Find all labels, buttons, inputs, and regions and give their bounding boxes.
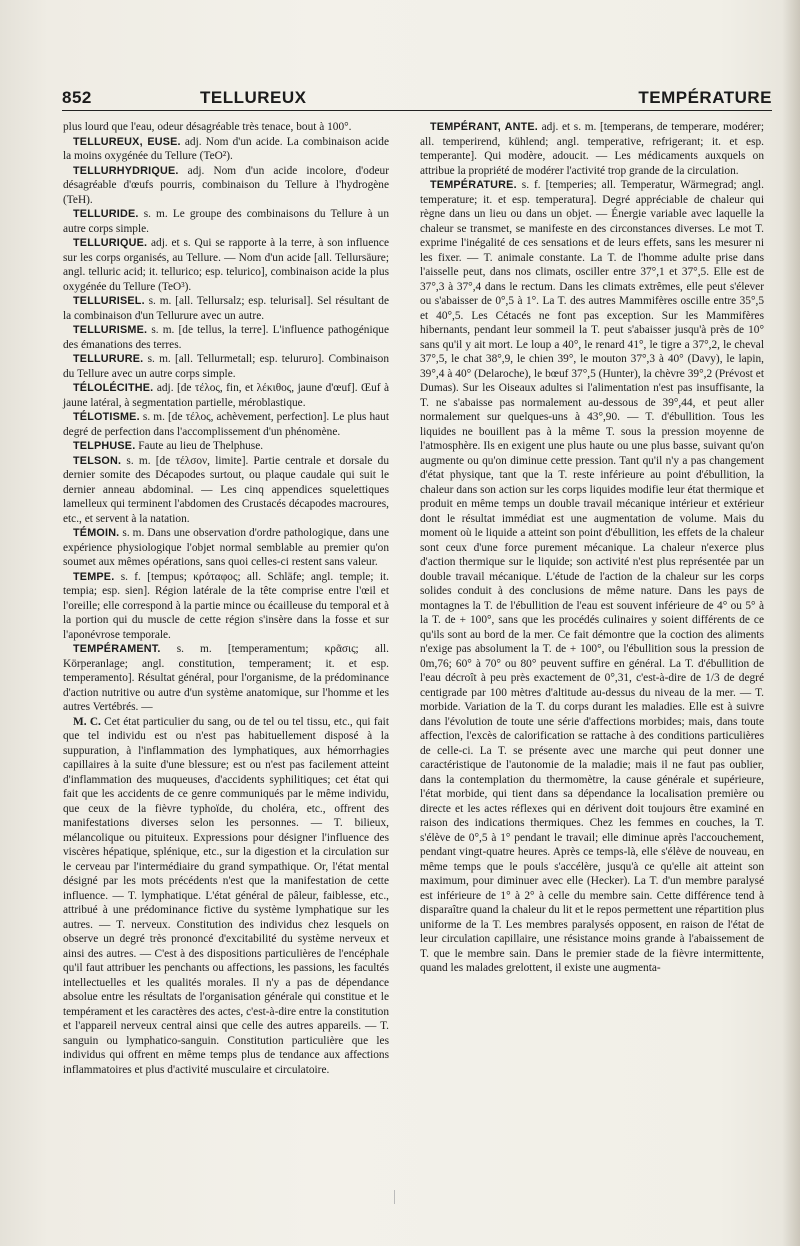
headword: TELLURHYDRIQUE. [73,164,179,177]
entry-temperament-mc [63,715,389,1078]
headword: TEMPÉRANT, ANTE. [430,121,538,133]
left-running-title: TELLUREUX [200,88,307,107]
author-abbreviation: M. C. [73,715,101,728]
entry-temperant [420,120,764,178]
entry-temperature [420,178,764,976]
headword: TÉMOIN. [73,527,120,539]
headword: TEMPE. [73,570,115,583]
headword: TELLURISEL. [73,295,145,307]
headword: TEMPÉRATURE. [430,179,517,191]
left-column [63,120,389,1077]
entry-tempe [63,570,389,643]
right-running-title: TEMPÉRATURE [638,88,772,107]
entry-temoin [63,526,389,570]
right-column [420,120,764,976]
entry-text: s. m. [de τέλσον, limite]. Partie centrale et dorsale du dernier somite des Décapodes surtout, ou plaque caudale qui suit le dernier anneau abdominal. — Les cinq appendices squelettiques lamelleux qui terminent l'abdomen des Crustacés décapodes macroures, etc., et servent à la natation. [63,454,389,525]
entry-text: s. m. [de tellus, la terre]. L'influence pathogénique des émanations des terres. [63,324,389,351]
headword: TELPHUSE. [73,440,136,452]
entry-tellureux [63,135,389,164]
entry-text: s. m. [all. Tellurmetall; esp. telururo]. Combinaison du Tellure avec un autre corps simple. [63,353,389,380]
entry-text: s. f. [temperies; all. Temperatur, Wärmegrad; angl. temperature; it. et esp. temperatura]. Degré appréciable de chaleur qui règne dans un lieu ou dans un objet. — Énergie variable avec laquelle la chaleur se transmet, se manifeste en des circonstances diverses. Le mot T. exprime l'inégalité de ces sensations et de leurs effets, sans les mesurer ni les fixer. — T. animale constante. La T. de l'homme adulte prise dans l'aisselle peut, dans nos climats, osciller entre 37°,1 et 37°,5. Elle est de 37°,3 à 37°,4 dans le rectum. Dans les climats extrêmes, elle peut s'élever ou s'abaisser de 0°,5 à 1°. La T. des autres Mammifères oscille entre 35°,5 et 40°,5. Les Cétacés ne font pas exception. Sur les Mammifères hibernants, pendant leur sommeil la T. peut s'abaisser jusqu'à près de 10° sans qu'il y ait mort. Le loup a 40°, le renard 41°, le tigre a 37°,2, le cheval 37°,5, le chat 38°,9, le chien 39°, le mouton 37°,3 à 40° (Davy), le lapin, 39°,4 à 40° (Delaroche), le bœuf 37°,5 (Hunter), la chèvre 39°,2 (Prévost et Dumas). Sur les Oiseaux adultes si l'alimentation n'est pas insuffisante, la T. ne s'abaisse pas normalement au-dessous de 39°,44, et peut aller normalement sur quelques-uns à 43°,90. — T. d'ébullition. Tous les liquides ne bouillent pas à la même T. sous la pression moyenne de l'atmosphère. Ils en exigent une plus haute ou une plus basse, suivant qu'on augmente ou qu'on diminue cette pression. Tant qu'il n'y a pas changement d'état physique, tant que la T. reste inférieure au point d'ébullition, la chaleur dans son action sur les corps liquides modifie leur état thermique et produit en même temps un double travail mécanique intérieur et extérieur dont le résultat immédiat est une augmentation de volume. Mais du moment où le liquide a atteint son point d'ébullition, les effets de la chaleur sont ceux d'une force purement mécanique. La chaleur n'exerce plus d'action thermique sur le liquide; son activité n'est plus représentée par un double travail mécanique. L'étude de l'action de la chaleur sur les corps solides conduit à des conclusions de même nature. Dans les pays de montagnes la T. de l'ébullition de l'eau est souvent inférieure de 4° ou 5° à la T. de + 100°, sans que les procédés culinaires y soient différents de ce qu'ils sont au bord de la mer. Ce fait démontre que la coction des aliments n'exige pas absolument la T. de + 100°, ou l'ébullition sous la pression de 0m,76; 60° à 70° ou 80° peuvent suffire en général. La T. d'ébullition de l'eau décroît à peu près exactement de 0°,31, c'est-à-dire de 1/3 de degré centigrade par 100 mètres d'altitude au-dessus du niveau de la mer. — T. morbide. Variation de la T. du corps durant les maladies. Elle est à suivre dans l'évolution de toute une série d'affections morbides; mais, dans toute affection, l'excès de calorification se rattache à des conditions particulières de celle-ci. La T. se présente avec une marche qui peut donner une caractéristique de l'autonomie de la maladie; mais il ne faut pas oublier, dans la contemplation du thermomètre, la cause générale et supérieure, l'état morbide, qui tient dans sa dépendance la localisation première ou directe et les actes réflexes qui en dérivent doit toujours être examiné en raison des indications thermiques. Chez les femmes en couches, la T. s'élève de 0°,5 à 1° pendant le travail; elle diminue après l'accouchement, pendant vingt-quatre heures. Après ce temps-là, elle s'élève de nouveau, en même temps que le pouls s'accélère, jusqu'à ce qu'elle ait atteint son maximum, pour diminuer avec elle (Hecker). La T. d'un membre paralysé est inférieure de 1° à 2° à celle du membre sain. Cette différence tend à disparaître quand la chaleur du lit et le repos permettent une répartition plus uniforme de la T. Les membres paralysés opposent, en raison de l'état de leur circulation capillaire, une résistance moins grande à l'abaissement de T. que le membre sain. Dans le premier stade de la fièvre intermittente, quand les malades grelottent, il existe une augmenta- [420,179,764,974]
headword: TELLUREUX, EUSE. [73,135,181,148]
entry-text: Faute au lieu de Thelphuse. [135,440,264,452]
entry-text: s. m. Dans une observation d'ordre pathologique, dans une expérience physiologique l'objet normal semblable au premier qu'on soumet aux mêmes opérations, sans quoi celles-ci restent sans valeur. [63,527,389,568]
headword: TÉLOLÉCITHE. [73,382,154,394]
binding-shadow [782,0,800,1246]
entry-text: s. m. Le groupe des combinaisons du Tellure à un autre corps simple. [63,208,389,235]
headword: TELLURIDE. [73,208,139,220]
entry-text: s. m. [temperamentum; κρᾶσις; all. Körperanlage; angl. constitution, temperament; it. et esp. temperamento]. Résultat général, pour l'organisme, de la prédominance d'action nutritive ou autre d'un système anatomique, sur l'homme et les autres Vertébrés. — [63,643,389,713]
gutter-mark [394,1190,396,1204]
entry-telphuse [63,439,389,454]
header-rule [62,110,772,111]
headword: TELLURISME. [73,324,148,336]
entry-text: s. m. [all. Tellursalz; esp. telurisal]. Sel résultant de la combinaison d'un Tellurure avec un autre. [63,295,389,322]
entry-tellurisel [63,294,389,323]
entry-tellurisme [63,323,389,352]
entry-tellurure [63,352,389,381]
entry-text: adj. [de τέλος, fin, et λέκιθος, jaune d'œuf]. Œuf à jaune latéral, à segmentation partielle, méroblastique. [63,382,389,409]
entry-tellurique [63,236,389,294]
entry-telolecithe [63,381,389,410]
headword: TELLURIQUE. [73,237,148,249]
entry-temperament [63,642,389,715]
entry-tellurhydrique [63,164,389,208]
entry-continuation: plus lourd que l'eau, odeur désagréable très tenace, bout à 100°. [63,121,352,133]
running-header [62,88,772,112]
page-number: 852 [62,88,92,107]
headword: TÉLOTISME. [73,411,140,423]
entry-text: adj. et s. Qui se rapporte à la terre, à son influence sur les corps organisés, au Tellure. — Nom d'un acide [all. Tellursäure; angl. telluric acid; it. tellurico; esp. telurico], combinaison acide la plus oxygénée du Tellure (TeO³). [63,237,389,293]
entry-telluride [63,207,389,236]
headword: TELLURURE. [73,353,144,365]
entry-telotisme [63,410,389,439]
entry-text: Cet état particulier du sang, ou de tel ou tel tissu, etc., qui fait que tel individu est ou n'est pas habituellement disposé à la suppuration, à l'inflammation des lymphatiques, aux hémorrhagies capillaires à la suite d'une blessure; est ou n'est pas facilement atteint d'inflammation des muqueuses, d'accidents syphilitiques; cet état qui fait que les accidents de ce genre communiqués par le même individu, que ceux de la fièvre typhoïde, du choléra, etc., offrent des manifestations diverses selon les personnes. — T. bilieux, mélancolique ou pituiteux. Expressions pour désigner l'influence des viscères hépatique, splénique, etc., sur la digestion et la circulation sur le cerveau par l'intermédiaire du grand sympathique. Or, l'état mental désigné par les mots précédents n'est que la manifestation de cette influence. — T. lymphatique. L'état général de pâleur, faiblesse, etc., attribué à une prédominance fictive du système lymphatique sur les autres. — T. nerveux. Constitution des individus chez lesquels on observe un degré très prononcé d'excitabilité du système nerveux et ainsi des autres. — C'est à des dispositions particulières de l'encéphale qu'il faut attribuer les penchants ou affections, les passions, les facultés intellectuelles et les qualités morales. Il n'y a pas de dépendance absolue entre les résultats de l'organisation générale qui constitue et le tempérament et les caractères des actes, c'est-à-dire entre la constitution et l'appareil nerveux central ainsi que celle des autres appareils. — T. sanguin ou lymphatico-sanguin. Constitution particulière que les individus qui offrent en même temps plus de tendance aux affections inflammatoires et plus d'activité musculaire et circulatoire. [63,715,389,1076]
headword: TEMPÉRAMENT. [73,643,161,655]
entry-telson [63,454,389,527]
entry-text: s. m. [de τέλος, achèvement, perfection]. Le plus haut degré de perfection dans l'accomplissement d'un phénomène. [63,411,389,438]
entry-text: adj. et s. m. [temperans, de temperare, modérer; all. temperirend, kühlend; angl. temperative, refrigerant; it. et esp. temperante]. Qui modère, adoucit. — Les médicaments auxquels on attribue la propriété de modérer l'activité trop grande de la circulation. [420,121,764,177]
headword: TELSON. [73,454,122,467]
entry-text: s. f. [tempus; κρόταφος; all. Schläfe; angl. temple; it. tempia; esp. sien]. Région latérale de la tête comprise entre l'œil et l'oreille; elle correspond à la partie mince ou écailleuse du temporal et à la portion qui du muscle de cette région s'insère dans la fosse et sur l'aponévrose temporale. [63,570,389,641]
entry-text: adj. Nom d'un acide incolore, d'odeur désagréable d'œufs pourris, combinaison du Tellure à l'hydrogène (TeH). [63,164,389,206]
entry-text: adj. Nom d'un acide. La combinaison acide la moins oxygénée du Tellure (TeO²). [63,135,389,162]
